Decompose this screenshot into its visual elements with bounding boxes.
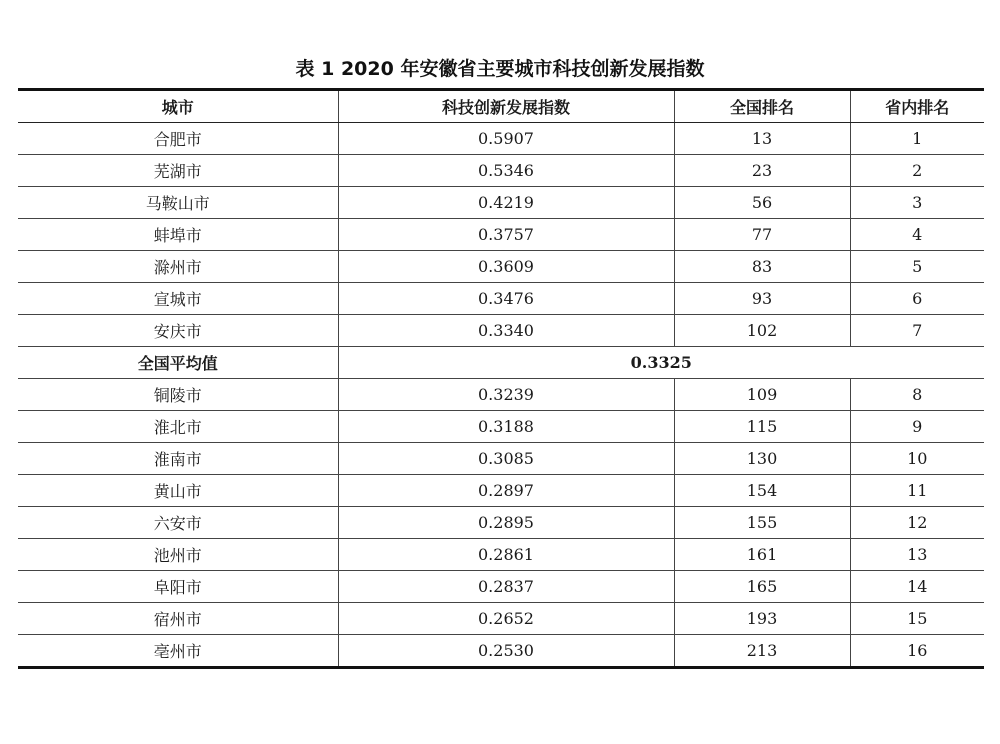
- city-cell: 阜阳市: [18, 571, 338, 603]
- index-cell: 0.3085: [338, 443, 674, 475]
- city-index-table: [18, 88, 984, 669]
- city-cell: 铜陵市: [18, 379, 338, 411]
- column-header-national-rank: 全国排名: [674, 90, 850, 123]
- table-row: [18, 155, 984, 187]
- table-row: [18, 443, 984, 475]
- provincial-rank-cell: 11: [850, 475, 984, 507]
- table-row: [18, 411, 984, 443]
- column-header-provincial-rank: 省内排名: [850, 90, 984, 123]
- table-row: [18, 219, 984, 251]
- city-cell: 安庆市: [18, 315, 338, 347]
- index-cell: 0.3757: [338, 219, 674, 251]
- city-cell: 池州市: [18, 539, 338, 571]
- national-average-value: 0.3325: [338, 347, 984, 379]
- table-title: 表 1 2020 年安徽省主要城市科技创新发展指数: [295, 58, 705, 80]
- national-average-section: [18, 347, 984, 379]
- column-header-index: 科技创新发展指数: [338, 90, 674, 123]
- table-row: [18, 187, 984, 219]
- city-cell: 宣城市: [18, 283, 338, 315]
- provincial-rank-cell: 3: [850, 187, 984, 219]
- table-row: [18, 475, 984, 507]
- table-header-row: [18, 90, 984, 123]
- national-rank-cell: 93: [674, 283, 850, 315]
- table-body-bottom: [18, 379, 984, 668]
- index-cell: 0.3188: [338, 411, 674, 443]
- table-row: [18, 123, 984, 155]
- column-header-city: 城市: [18, 90, 338, 123]
- index-cell: 0.3340: [338, 315, 674, 347]
- index-cell: 0.3239: [338, 379, 674, 411]
- provincial-rank-cell: 4: [850, 219, 984, 251]
- city-cell: 合肥市: [18, 123, 338, 155]
- index-cell: 0.5907: [338, 123, 674, 155]
- provincial-rank-cell: 15: [850, 603, 984, 635]
- city-cell: 芜湖市: [18, 155, 338, 187]
- index-cell: 0.2530: [338, 635, 674, 668]
- city-cell: 黄山市: [18, 475, 338, 507]
- provincial-rank-cell: 13: [850, 539, 984, 571]
- national-rank-cell: 23: [674, 155, 850, 187]
- national-rank-cell: 165: [674, 571, 850, 603]
- national-rank-cell: 13: [674, 123, 850, 155]
- city-cell: 蚌埠市: [18, 219, 338, 251]
- national-rank-cell: 193: [674, 603, 850, 635]
- provincial-rank-cell: 2: [850, 155, 984, 187]
- index-cell: 0.2895: [338, 507, 674, 539]
- index-cell: 0.5346: [338, 155, 674, 187]
- provincial-rank-cell: 7: [850, 315, 984, 347]
- national-rank-cell: 77: [674, 219, 850, 251]
- table-row: [18, 251, 984, 283]
- index-cell: 0.2897: [338, 475, 674, 507]
- national-rank-cell: 213: [674, 635, 850, 668]
- provincial-rank-cell: 1: [850, 123, 984, 155]
- national-rank-cell: 56: [674, 187, 850, 219]
- table-body-top: [18, 123, 984, 347]
- provincial-rank-cell: 5: [850, 251, 984, 283]
- national-rank-cell: 130: [674, 443, 850, 475]
- table-row: [18, 635, 984, 668]
- provincial-rank-cell: 14: [850, 571, 984, 603]
- index-cell: 0.2837: [338, 571, 674, 603]
- provincial-rank-cell: 16: [850, 635, 984, 668]
- national-rank-cell: 102: [674, 315, 850, 347]
- city-cell: 亳州市: [18, 635, 338, 668]
- national-rank-cell: 115: [674, 411, 850, 443]
- city-cell: 滁州市: [18, 251, 338, 283]
- table-row: [18, 603, 984, 635]
- national-rank-cell: 154: [674, 475, 850, 507]
- provincial-rank-cell: 9: [850, 411, 984, 443]
- national-rank-cell: 161: [674, 539, 850, 571]
- table-row: [18, 283, 984, 315]
- city-cell: 六安市: [18, 507, 338, 539]
- table-row: [18, 379, 984, 411]
- index-cell: 0.2861: [338, 539, 674, 571]
- city-cell: 宿州市: [18, 603, 338, 635]
- national-average-label: 全国平均值: [18, 347, 338, 379]
- city-cell: 淮南市: [18, 443, 338, 475]
- provincial-rank-cell: 12: [850, 507, 984, 539]
- provincial-rank-cell: 10: [850, 443, 984, 475]
- city-cell: 马鞍山市: [18, 187, 338, 219]
- national-rank-cell: 155: [674, 507, 850, 539]
- provincial-rank-cell: 6: [850, 283, 984, 315]
- table-row: [18, 539, 984, 571]
- national-rank-cell: 109: [674, 379, 850, 411]
- index-cell: 0.3609: [338, 251, 674, 283]
- national-rank-cell: 83: [674, 251, 850, 283]
- table-row: [18, 571, 984, 603]
- provincial-rank-cell: 8: [850, 379, 984, 411]
- national-average-row: [18, 347, 984, 379]
- table-row: [18, 507, 984, 539]
- table-row: [18, 315, 984, 347]
- index-cell: 0.2652: [338, 603, 674, 635]
- index-cell: 0.3476: [338, 283, 674, 315]
- city-cell: 淮北市: [18, 411, 338, 443]
- index-cell: 0.4219: [338, 187, 674, 219]
